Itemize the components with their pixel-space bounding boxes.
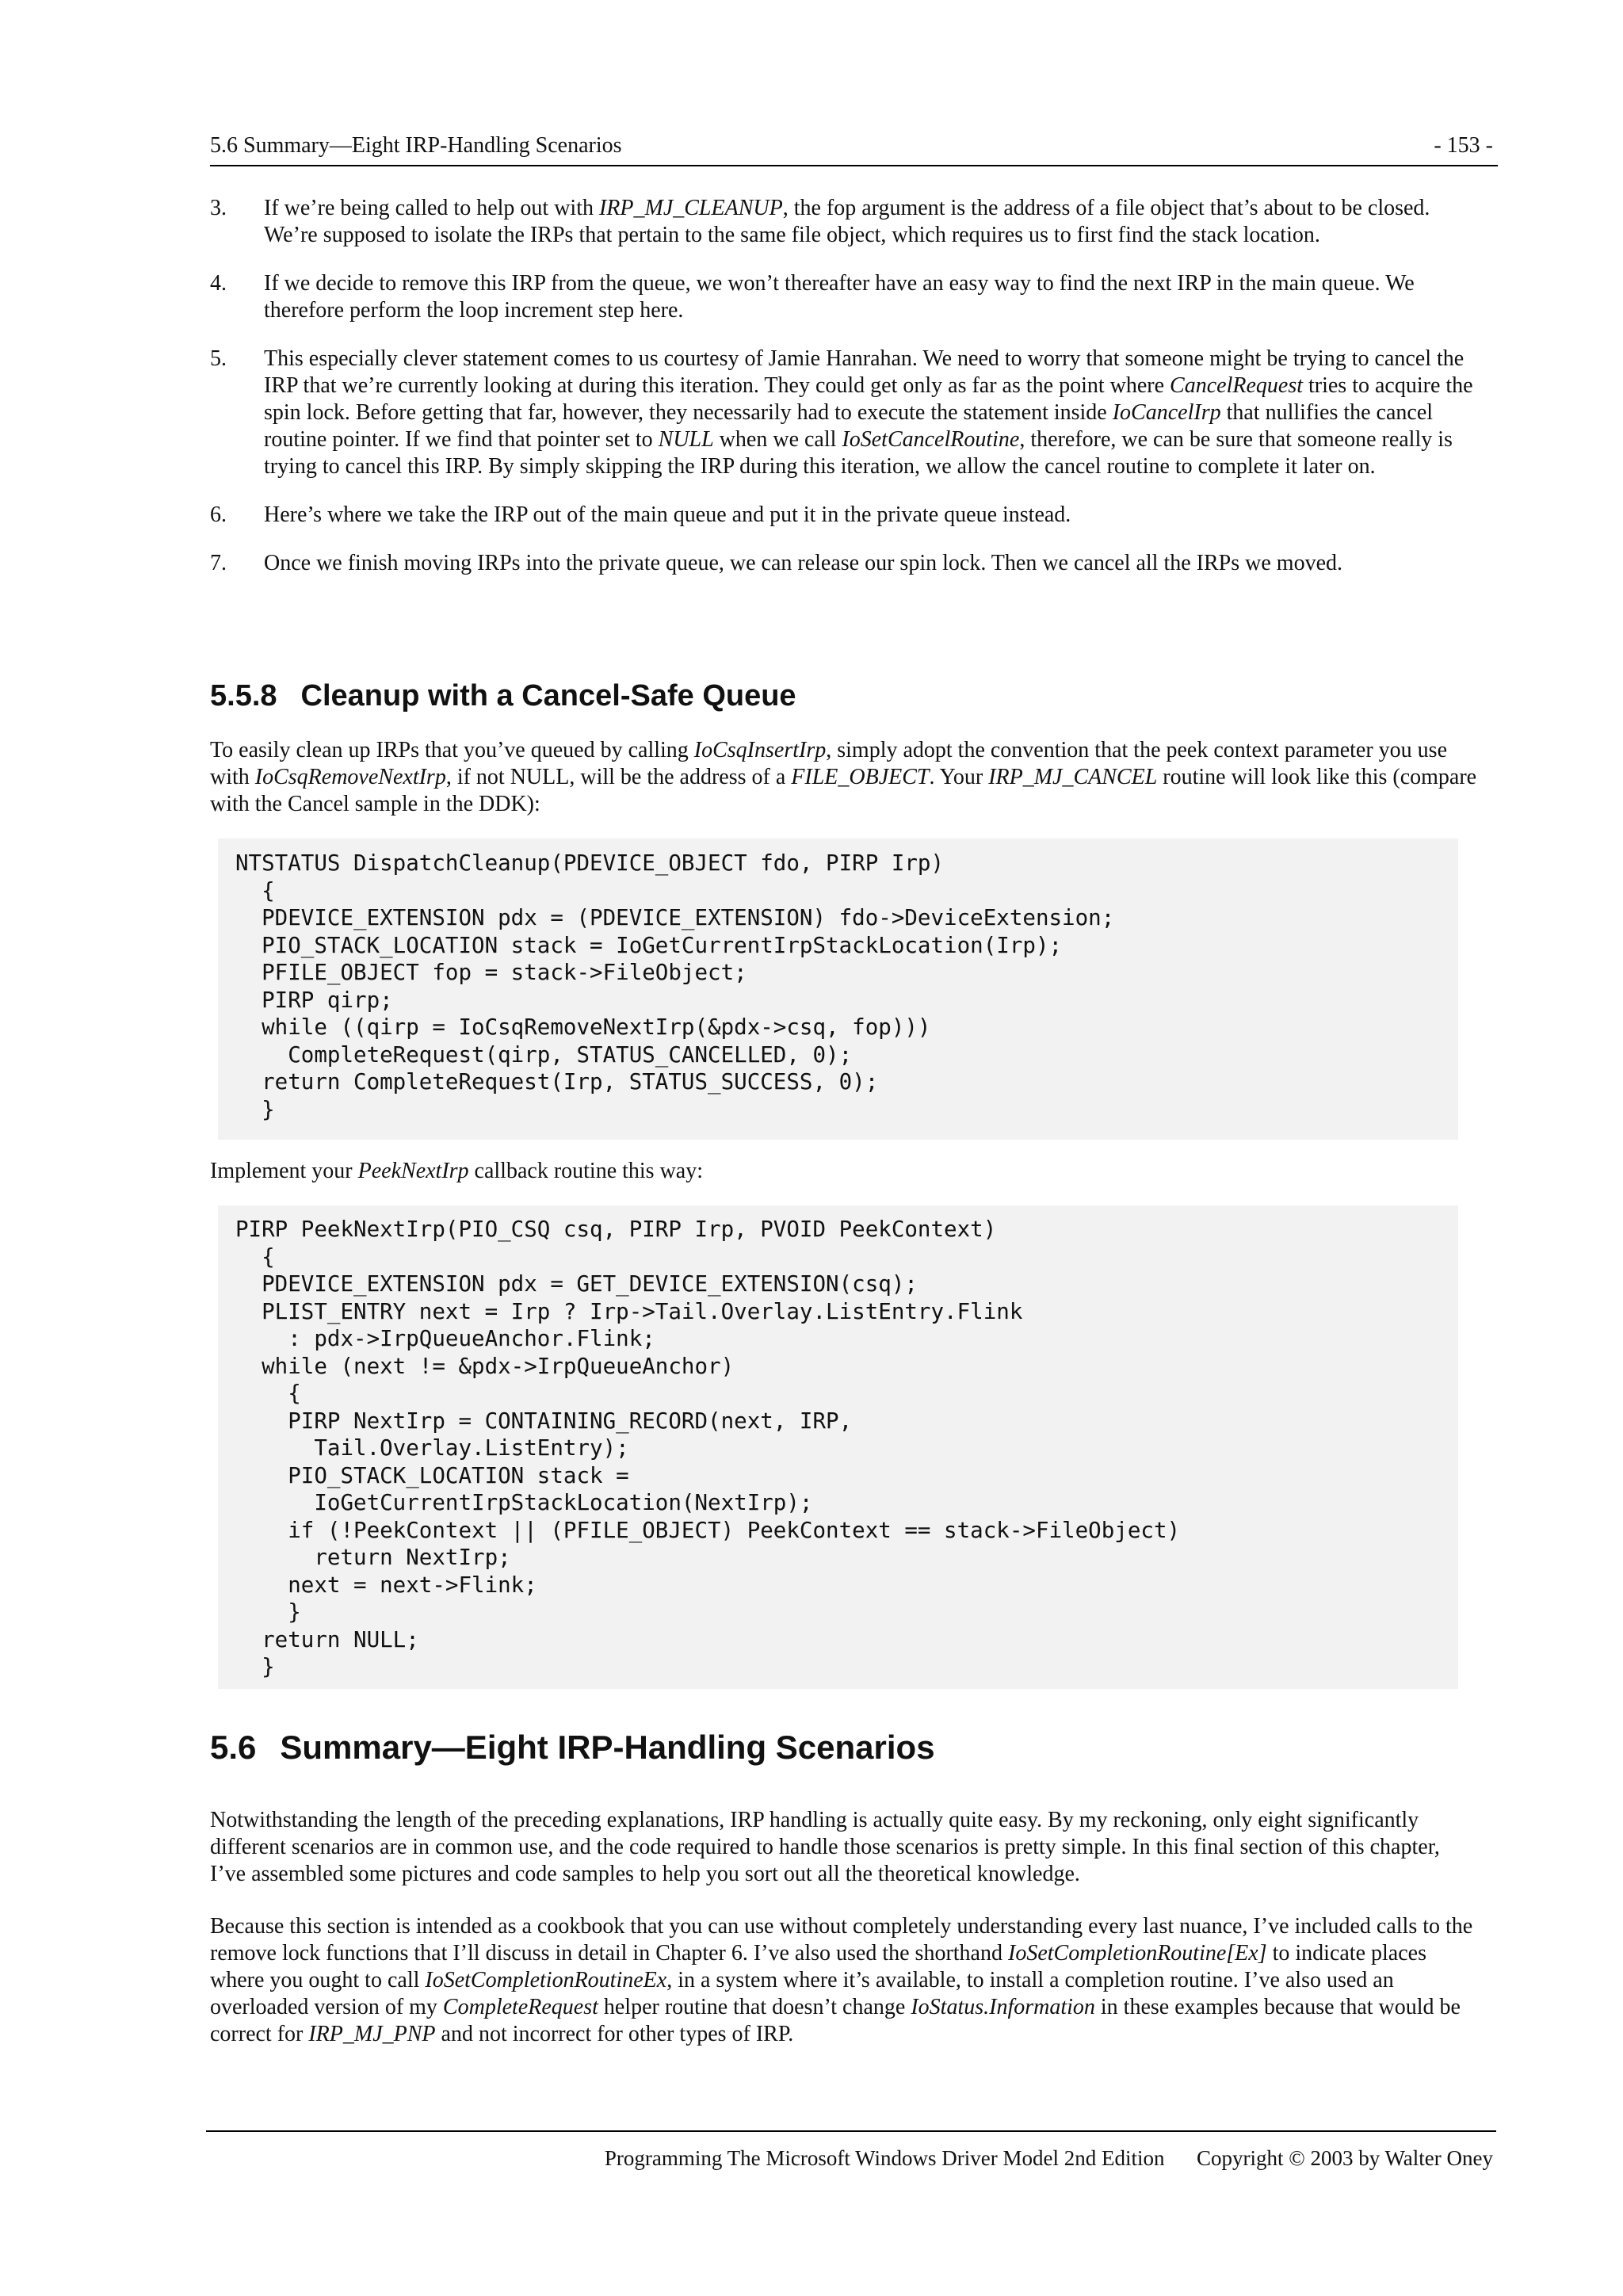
text-run: callback routine this way:	[468, 1159, 704, 1183]
subsection-title: Cleanup with a Cancel-Safe Queue	[300, 679, 796, 712]
text-run: to indicate places where you ought to call	[210, 1941, 1426, 1992]
text-run: helper routine that doesn’t change	[598, 1995, 911, 2019]
code-line: PLIST_ENTRY next = Irp ? Irp->Tail.Overlay.ListEntry.Flink	[235, 1298, 1023, 1324]
italic-term: IRP_MJ_CLEANUP	[598, 196, 783, 220]
italic-term: IoCsqInsertIrp	[693, 738, 827, 762]
text-run: , simply adopt the convention that the peek context parameter you use with	[210, 738, 1448, 789]
footer	[605, 2146, 1493, 2171]
text-run: If we decide to remove this IRP from the queue, we won’t thereafter have an easy way to find the next IRP in the main queue. We therefore perform the loop increment step here.	[264, 271, 1415, 323]
code-line: }	[235, 1096, 275, 1122]
code-line: : pdx->IrpQueueAnchor.Flink;	[235, 1326, 655, 1351]
italic-term: PeekNextIrp	[357, 1159, 469, 1183]
text-run: Notwithstanding the length of the preceding explanations, IRP handling is actually quite easy. By my reckoning, only eight significantly different scenarios are in common use, and the code required to handle those scenarios is pretty simple. In this final section of this chapter, I’ve assembled some pictures and code samples to help you sort out all the theoretical knowledge.	[210, 1808, 1440, 1886]
text-run: that nullifies the cancel routine pointer. If we find that pointer set to	[264, 400, 1434, 452]
text-run: . Your	[929, 765, 989, 789]
cleanup-paragraph	[210, 737, 1478, 818]
code-line: if (!PeekContext || (PFILE_OBJECT) PeekContext == stack->FileObject)	[235, 1517, 1181, 1543]
section-title: Summary—Eight IRP-Handling Scenarios	[280, 1729, 935, 1766]
list-item-number: 5.	[210, 346, 227, 371]
italic-term: IoSetCancelRoutine	[842, 427, 1020, 452]
code-line: PIRP qirp;	[235, 987, 393, 1013]
italic-term: IRP_MJ_CANCEL	[988, 765, 1158, 789]
text-run: routine will look like this (compare with the Cancel sample in the DDK):	[210, 765, 1477, 816]
italic-term: NULL	[658, 427, 714, 452]
code-line: {	[235, 1381, 301, 1406]
text-run: , if not NULL, will be the address of a	[445, 765, 792, 789]
page-number: - 153 -	[1434, 133, 1493, 158]
code-line: }	[235, 1599, 301, 1625]
code-line: }	[235, 1654, 275, 1679]
list-item-number: 6.	[210, 502, 227, 527]
list-item-text	[264, 195, 1478, 249]
code-block-peek-next-irp	[218, 1205, 1458, 1689]
section-number: 5.6	[210, 1729, 257, 1766]
text-run: , therefore, we can be sure that someone really is trying to cancel this IRP. By simply skipping the IRP during this iteration, we allow the cancel routine to complete it later on.	[264, 427, 1453, 479]
italic-term: CancelRequest	[1170, 373, 1303, 398]
list-item	[210, 502, 1478, 529]
code-line: PIRP NextIrp = CONTAINING_RECORD(next, IRP,	[235, 1408, 853, 1434]
footer-rule	[206, 2130, 1496, 2132]
text-run: , in a system where it’s available, to install a completion routine. I’ve also used an overloaded version of my	[210, 1968, 1394, 2019]
italic-term: FILE_OBJECT	[791, 765, 930, 789]
code-line: PDEVICE_EXTENSION pdx = (PDEVICE_EXTENSION) fdo->DeviceExtension;	[235, 905, 1115, 930]
list-item-text	[264, 270, 1478, 324]
running-header	[210, 133, 1498, 166]
code-line: CompleteRequest(qirp, STATUS_CANCELLED, 0);	[235, 1041, 853, 1068]
italic-term: IoStatus.Information	[911, 1995, 1095, 2019]
code-line: {	[235, 877, 275, 904]
footer-copyright: Copyright © 2003 by Walter Oney	[1196, 2146, 1493, 2170]
code-line: Tail.Overlay.ListEntry);	[235, 1435, 629, 1461]
text-run: Once we finish moving IRPs into the private queue, we can release our spin lock. Then we cancel all the IRPs we moved.	[264, 551, 1342, 575]
code-line: while ((qirp = IoCsqRemoveNextIrp(&pdx->csq, fop)))	[235, 1014, 931, 1040]
code-line: return NULL;	[235, 1626, 419, 1652]
text-run: in these examples because that would be correct for	[210, 1995, 1461, 2046]
text-run: when we call	[713, 427, 842, 452]
code-line: PFILE_OBJECT fop = stack->FileObject;	[235, 960, 747, 985]
text-run: and not incorrect for other types of IRP.	[435, 2022, 794, 2046]
section-heading	[210, 1729, 935, 1767]
peek-intro-paragraph	[210, 1158, 1478, 1185]
subsection-heading	[210, 679, 796, 713]
text-run: Here’s where we take the IRP out of the main queue and put it in the private queue instead.	[264, 502, 1071, 527]
list-item-number: 3.	[210, 196, 227, 220]
list-item	[210, 550, 1478, 577]
list-item-number: 4.	[210, 271, 227, 296]
footer-book-title: Programming The Microsoft Windows Driver Model 2nd Edition	[604, 2146, 1165, 2170]
code-line: return CompleteRequest(Irp, STATUS_SUCCESS, 0);	[235, 1069, 879, 1095]
code-line: IoGetCurrentIrpStackLocation(NextIrp);	[235, 1490, 813, 1515]
subsection-number: 5.5.8	[210, 679, 277, 712]
italic-term: IRP_MJ_PNP	[308, 2022, 436, 2046]
text-run: Implement your	[210, 1159, 358, 1183]
list-item-text	[264, 502, 1478, 529]
list-item	[210, 346, 1478, 480]
list-item-text	[264, 346, 1478, 480]
code-block-dispatch-cleanup	[218, 839, 1458, 1140]
summary-paragraph-2	[210, 1913, 1478, 2048]
list-item	[210, 270, 1478, 324]
code-line: PIO_STACK_LOCATION stack =	[235, 1462, 629, 1488]
text-run: Because this section is intended as a cookbook that you can use without completely understanding every last nuance, I’ve included calls to the remove lock functions that I’ll discuss in detail in Chapter 6. I’ve also used the shorthand	[210, 1914, 1473, 1966]
code-line: PDEVICE_EXTENSION pdx = GET_DEVICE_EXTENSION(csq);	[235, 1271, 918, 1297]
italic-term: IoSetCompletionRoutine[Ex]	[1008, 1941, 1267, 1966]
italic-term: CompleteRequest	[442, 1995, 598, 2019]
code-line: {	[235, 1244, 275, 1270]
text-run: To easily clean up IRPs that you’ve queued by calling	[210, 738, 694, 762]
summary-paragraph-1	[210, 1807, 1478, 1888]
code-line: next = next->Flink;	[235, 1572, 537, 1598]
text-run: , the fop argument is the address of a file object that’s about to be closed. We’re supposed to isolate the IRPs that pertain to the same file object, which requires us to first find the stack location.	[264, 196, 1430, 247]
text-run: tries to acquire the spin lock. Before getting that far, however, they necessarily had to execute the statement inside	[264, 373, 1473, 425]
code-line: PIO_STACK_LOCATION stack = IoGetCurrentIrpStackLocation(Irp);	[235, 932, 1063, 958]
code-line: return NextIrp;	[235, 1545, 511, 1570]
italic-term: IoSetCompletionRoutineEx	[425, 1968, 667, 1992]
code-line: while (next != &pdx->IrpQueueAnchor)	[235, 1353, 735, 1379]
running-header-title: 5.6 Summary—Eight IRP-Handling Scenarios	[210, 133, 622, 158]
italic-term: IoCsqRemoveNextIrp	[254, 765, 446, 789]
numbered-list	[210, 195, 1478, 598]
text-run: This especially clever statement comes to us courtesy of Jamie Hanrahan. We need to worry that someone might be trying to cancel the IRP that we’re currently looking at during this iteration. They could get only as far as the point where	[264, 346, 1465, 398]
code-line: PIRP PeekNextIrp(PIO_CSQ csq, PIRP Irp, PVOID PeekContext)	[235, 1217, 997, 1242]
list-item-number: 7.	[210, 551, 227, 575]
italic-term: IoCancelIrp	[1112, 400, 1221, 425]
list-item	[210, 195, 1478, 249]
list-item-text	[264, 550, 1478, 577]
code-line: NTSTATUS DispatchCleanup(PDEVICE_OBJECT fdo, PIRP Irp)	[235, 850, 945, 876]
text-run: If we’re being called to help out with	[264, 196, 599, 220]
